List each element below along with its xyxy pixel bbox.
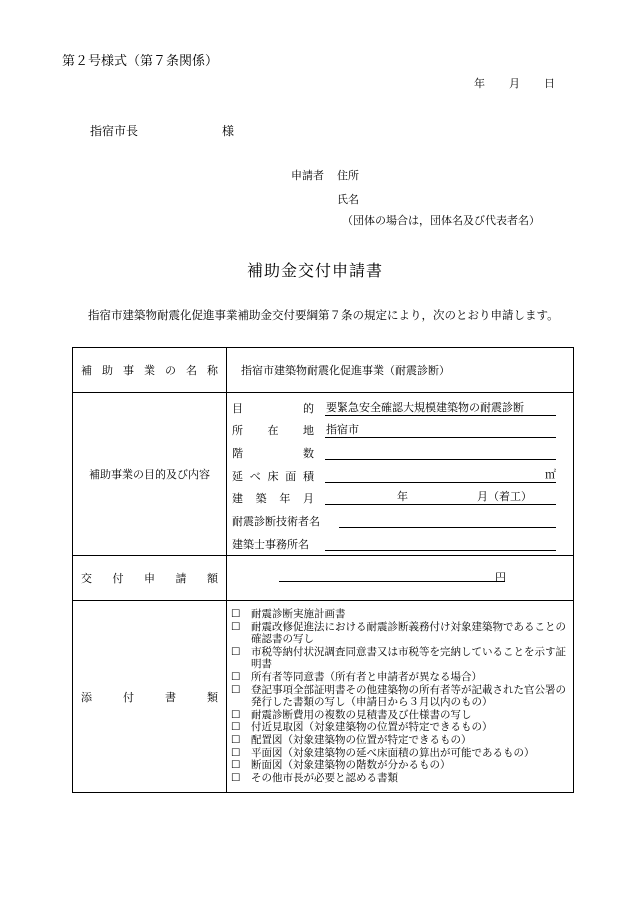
attachment-item-label: 断面図（対象建築物の階数が分かるもの） — [251, 759, 451, 772]
amount-field[interactable] — [227, 556, 573, 600]
field-engineer-value[interactable] — [339, 511, 556, 528]
applicant-address-label: 住所 — [337, 169, 359, 182]
attachments-row — [73, 601, 574, 793]
field-floor-area-value[interactable]: ㎡ — [325, 466, 556, 483]
checkbox-icon[interactable]: ☐ — [231, 620, 241, 633]
amount-label: 交 付 申 請 額 — [81, 572, 218, 585]
application-table — [72, 347, 574, 793]
attachment-item[interactable] — [231, 608, 567, 621]
attachment-item-label: 所有者等同意書（所有者と申請者が異なる場合） — [251, 670, 482, 683]
date-day-label: 日 — [544, 77, 555, 90]
attachment-item[interactable] — [231, 759, 567, 772]
attachment-item-label: 耐震改修促進法における耐震診断義務付け対象建築物であることの確認書の写し — [251, 620, 566, 646]
amount-unit: 円 — [495, 571, 506, 584]
amount-label-cell — [73, 556, 227, 601]
checkbox-icon[interactable]: ☐ — [231, 771, 241, 784]
purpose-fields-cell — [227, 393, 574, 556]
applicant-label: 申請者 — [291, 169, 324, 182]
attachments-list — [227, 601, 574, 793]
attachment-item-label: 耐震診断費用の複数の見積書及び仕様書の写し — [251, 708, 472, 721]
field-purpose-label: 目 的 — [232, 402, 314, 415]
attachment-item[interactable] — [231, 772, 567, 785]
checkbox-icon[interactable]: ☐ — [231, 608, 241, 620]
attachment-item-label: その他市長が必要と認める書類 — [251, 771, 398, 784]
field-floors-value[interactable] — [325, 443, 556, 460]
field-purpose-value[interactable]: 要緊急安全確認大規模建築物の耐震診断 — [325, 399, 556, 416]
field-office-label: 建築士事務所名 — [232, 538, 309, 551]
field-engineer-label: 耐震診断技術者名 — [232, 515, 320, 528]
intro-text: 指宿市建築物耐震化促進事業補助金交付要綱第７条の規定により，次のとおり申請します。 — [88, 308, 559, 322]
form-number: 第２号様式（第７条関係） — [62, 54, 219, 69]
project-name-label: 補 助 事 業 の 名 称 — [81, 364, 218, 377]
attachment-item[interactable] — [231, 684, 567, 709]
attachments-label-cell — [73, 601, 227, 793]
honorific: 様 — [222, 124, 235, 138]
checkbox-icon[interactable]: ☐ — [231, 733, 241, 746]
checkbox-icon[interactable]: ☐ — [231, 683, 241, 696]
attachment-item-label: 耐震診断実施計画書 — [251, 608, 346, 620]
purpose-label: 補助事業の目的及び内容 — [73, 393, 227, 556]
document-title: 補助金交付申請書 — [246, 261, 383, 280]
applicant-note: （団体の場合は，団体名及び代表者名） — [342, 214, 540, 227]
project-name-label-cell — [73, 348, 227, 393]
attachment-item-label: 付近見取図（対象建築物の位置が特定できるもの） — [251, 721, 493, 734]
checkbox-icon[interactable]: ☐ — [231, 746, 241, 759]
project-name-row — [73, 348, 574, 393]
attachment-item-label: 登記事項全部証明書その他建築物の所有者等が記載された官公署の発行した書類の写し（申請日から３月以内のもの） — [251, 683, 566, 709]
field-floor-area-label: 延 べ 床 面 積 — [232, 470, 314, 483]
amount-row — [73, 556, 574, 601]
amount-value-cell[interactable] — [227, 556, 574, 601]
checkbox-icon[interactable]: ☐ — [231, 759, 241, 772]
project-name-value[interactable]: 指宿市建築物耐震化促進事業（耐震診断） — [227, 348, 574, 393]
attachment-item-label: 平面図（対象建築物の延べ床面積の算出が可能であるもの） — [251, 746, 535, 759]
field-office-value[interactable] — [325, 534, 556, 551]
attachment-item[interactable] — [231, 671, 567, 684]
field-location-label: 所 在 地 — [232, 424, 314, 437]
field-built-year: 年 — [397, 490, 408, 503]
attachment-item-label: 市税等納付状況調査同意書又は市税等を完納していることを示す証明書 — [251, 645, 566, 671]
field-floors-label: 階 数 — [232, 447, 314, 460]
attachment-item[interactable] — [231, 709, 567, 722]
purpose-row — [73, 393, 574, 556]
attachment-item[interactable] — [231, 734, 567, 747]
checkbox-icon[interactable]: ☐ — [231, 670, 241, 683]
attachment-item-label: 配置図（対象建築物の位置が特定できるもの） — [251, 733, 472, 746]
addressee: 指宿市長 — [90, 124, 139, 138]
checkbox-icon[interactable]: ☐ — [231, 645, 241, 658]
date-month-label: 月 — [509, 77, 520, 90]
field-built-month: 月（着工） — [477, 490, 532, 503]
field-built-label: 建 築 年 月 — [232, 492, 314, 505]
attachment-item[interactable] — [231, 721, 567, 734]
attachment-item[interactable] — [231, 747, 567, 760]
attachment-item[interactable] — [231, 621, 567, 646]
field-location-value[interactable]: 指宿市 — [325, 421, 556, 438]
checkbox-icon[interactable]: ☐ — [231, 721, 241, 734]
attachment-item[interactable] — [231, 646, 567, 671]
date-year-label: 年 — [474, 77, 485, 90]
attachments-label: 添 付 書 類 — [81, 690, 218, 704]
applicant-name-label: 氏名 — [337, 193, 359, 206]
amount-underline — [279, 581, 505, 582]
checkbox-icon[interactable]: ☐ — [231, 708, 241, 721]
field-built-value[interactable] — [325, 488, 556, 505]
purpose-fields — [227, 393, 573, 555]
